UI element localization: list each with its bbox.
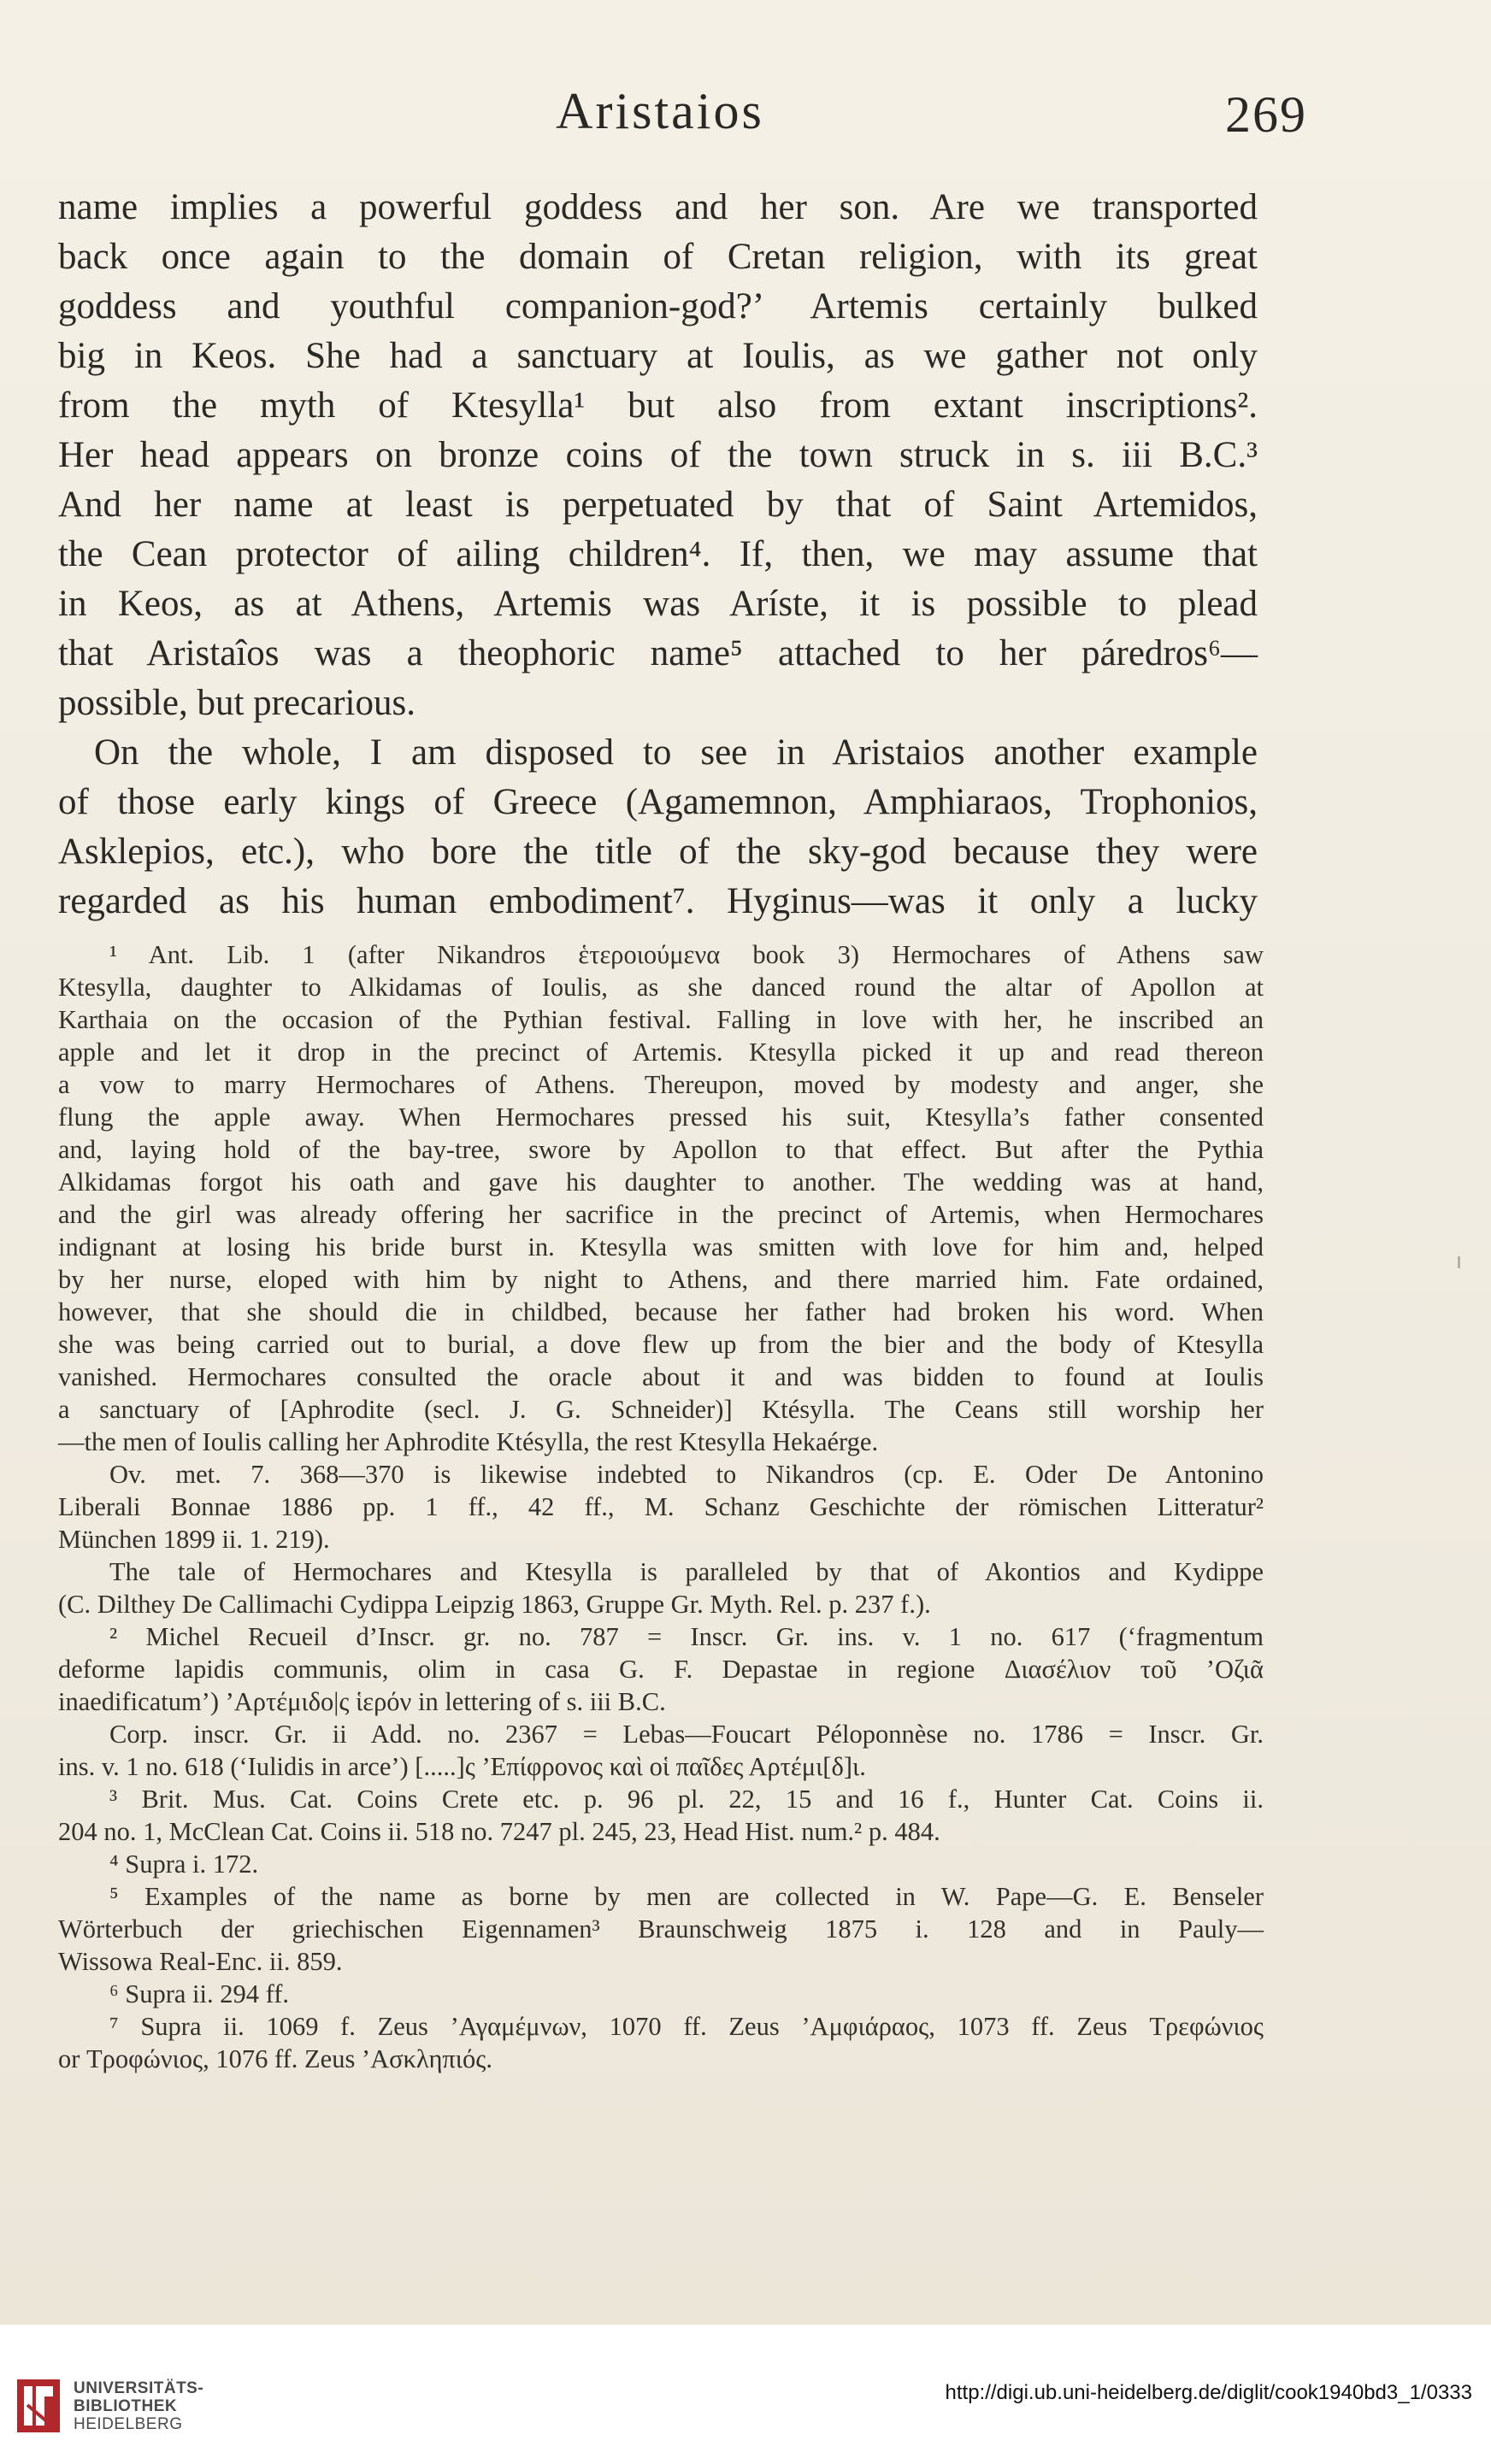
library-name (74, 2379, 203, 2433)
library-name-line: UNIVERSITÄTS- (74, 2379, 204, 2397)
footnote-line: by her nurse, eloped with him by night to Athens, and there married him. Fate ordained, (58, 1265, 1264, 1294)
footnote-line: and the girl was already offering her sacrifice in the precinct of Artemis, when Hermochares (58, 1200, 1264, 1229)
footnote-line: Karthaia on the occasion of the Pythian festival. Falling in love with her, he inscribed an (58, 1005, 1264, 1034)
footnote-line: a vow to marry Hermochares of Athens. Thereupon, moved by modesty and anger, she (58, 1070, 1264, 1099)
footnote-line: ² Michel Recueil d’Inscr. gr. no. 787 = Inscr. Gr. ins. v. 1 no. 617 (‘fragmentum (109, 1622, 1264, 1651)
body-line: of those early kings of Greece (Agamemnon, Amphiaraos, Trophonios, (58, 782, 1258, 822)
footnote-line: München 1899 ii. 1. 219). (58, 1525, 330, 1554)
footnote-line: Alkidamas forgot his oath and gave his daughter to another. The wedding was at hand, (58, 1167, 1264, 1197)
footnote-line: indignant at losing his bride burst in. Ktesylla was smitten with love for him and, helped (58, 1232, 1264, 1261)
footnote-line: and, laying hold of the bay-tree, swore by Apollon to that effect. But after the Pythia (58, 1135, 1264, 1164)
footnote-line: ins. v. 1 no. 618 (‘Iulidis in arce’) [.....]ς ’Επίφρονος καὶ οἱ παῖδες Αρτέμι[δ]ι. (58, 1752, 866, 1781)
footnote-line: ¹ Ant. Lib. 1 (after Nikandros ἑτεροιούμενα book 3) Hermochares of Athens saw (109, 940, 1264, 969)
footnote-line: Ov. met. 7. 368—370 is likewise indebted to Nikandros (cp. E. Oder De Antonino (109, 1460, 1264, 1489)
body-line: And her name at least is perpetuated by that of Saint Artemidos, (58, 485, 1258, 525)
footnote-line: ⁶ Supra ii. 294 ff. (109, 1979, 290, 2008)
footnote-line: Wörterbuch der griechischen Eigennamen³ Braunschweig 1875 i. 128 and in Pauly— (58, 1914, 1264, 1944)
footnote-line: Corp. inscr. Gr. ii Add. no. 2367 = Lebas—Foucart Péloponnèse no. 1786 = Inscr. Gr. (109, 1720, 1264, 1749)
body-line: possible, but precarious. (58, 683, 415, 723)
body-line: name implies a powerful goddess and her son. Are we transported (58, 187, 1258, 227)
footnote-line: Liberali Bonnae 1886 pp. 1 ff., 42 ff., M. Schanz Geschichte der römischen Litteratur² (58, 1492, 1264, 1521)
footnote-line: flung the apple away. When Hermochares pressed his suit, Ktesylla’s father consented (58, 1103, 1264, 1132)
footnote-line: —the men of Ioulis calling her Aphrodite Ktésylla, the rest Ktesylla Hekaérge. (58, 1427, 879, 1456)
footnote-line: inaedificatum’) ’Αρτέμιδο|ς ἱερόν in lettering of s. iii B.C. (58, 1687, 666, 1716)
body-line: regarded as his human embodiment⁷. Hyginus—was it only a lucky (58, 881, 1258, 921)
footnote-line: Ktesylla, daughter to Alkidamas of Ioulis, as she danced round the altar of Apollon at (58, 973, 1264, 1002)
library-name-line: HEIDELBERG (74, 2415, 183, 2433)
footnote-line: 204 no. 1, McClean Cat. Coins ii. 518 no. 7247 pl. 245, 23, Head Hist. num.² p. 484. (58, 1817, 940, 1846)
footnote-line: ³ Brit. Mus. Cat. Coins Crete etc. p. 96 pl. 22, 15 and 16 f., Hunter Cat. Coins ii. (109, 1785, 1264, 1814)
body-line: that Aristaîos was a theophoric name⁵ attached to her páredros⁶— (58, 633, 1258, 673)
running-head: Aristaios (556, 83, 764, 139)
footnote-line: deforme lapidis communis, olim in casa G. F. Depastae in regione Διασέλιον τοῦ ’Οζιᾶ (58, 1655, 1264, 1684)
footnote-line: or Τροφώνιος, 1076 ff. Zeus ’Ασκληπιός. (58, 2044, 492, 2073)
footnote-line: (C. Dilthey De Callimachi Cydippa Leipzig 1863, Gruppe Gr. Myth. Rel. p. 237 f.). (58, 1590, 931, 1619)
body-line: Asklepios, etc.), who bore the title of the sky-god because they were (58, 832, 1258, 872)
footnote-line: Wissowa Real-Enc. ii. 859. (58, 1947, 343, 1976)
body-line: On the whole, I am disposed to see in Aristaios another example (94, 732, 1258, 773)
footnote-line: apple and let it drop in the precinct of Artemis. Ktesylla picked it up and read thereon (58, 1038, 1264, 1067)
body-line: from the myth of Ktesylla¹ but also from extant inscriptions². (58, 385, 1258, 426)
footnote-line: ⁴ Supra i. 172. (109, 1849, 259, 1879)
body-line: in Keos, as at Athens, Artemis was Aríste, it is possible to plead (58, 584, 1258, 624)
margin-mark (1458, 1256, 1460, 1268)
university-library-logo-icon (17, 2379, 60, 2432)
body-line: back once again to the domain of Cretan religion, with its great (58, 237, 1258, 277)
body-line: goddess and youthful companion-god?’ Artemis certainly bulked (58, 286, 1258, 326)
page-header (0, 82, 1491, 150)
source-url-link[interactable]: http://digi.ub.uni-heidelberg.de/diglit/cook1940bd3_1/0333 (945, 2381, 1472, 2404)
footnote-line: The tale of Hermochares and Ktesylla is paralleled by that of Akontios and Kydippe (109, 1557, 1264, 1586)
footnote-line: she was being carried out to burial, a dove flew up from the bier and the body of Ktesylla (58, 1330, 1264, 1359)
body-line: the Cean protector of ailing children⁴. If, then, we may assume that (58, 534, 1258, 574)
page-number: 269 (1225, 86, 1307, 143)
body-line: Her head appears on bronze coins of the town struck in s. iii B.C.³ (58, 435, 1258, 475)
body-line: big in Keos. She had a sanctuary at Ioulis, as we gather not only (58, 336, 1258, 376)
library-name-line: BIBLIOTHEK (74, 2397, 178, 2415)
digitization-footer (0, 2325, 1491, 2464)
footnote-line: ⁷ Supra ii. 1069 f. Zeus ’Αγαμέμνων, 1070 ff. Zeus ’Αμφιάραος, 1073 ff. Zeus Τρεφώνιος (109, 2012, 1264, 2041)
footnote-line: vanished. Hermochares consulted the oracle about it and was bidden to found at Ioulis (58, 1362, 1264, 1391)
footnote-line: ⁵ Examples of the name as borne by men are collected in W. Pape—G. E. Benseler (109, 1882, 1264, 1911)
footnote-line: however, that she should die in childbed, because her father had broken his word. When (58, 1297, 1264, 1326)
footnote-line: a sanctuary of [Aphrodite (secl. J. G. Schneider)] Ktésylla. The Ceans still worship her (58, 1395, 1264, 1424)
